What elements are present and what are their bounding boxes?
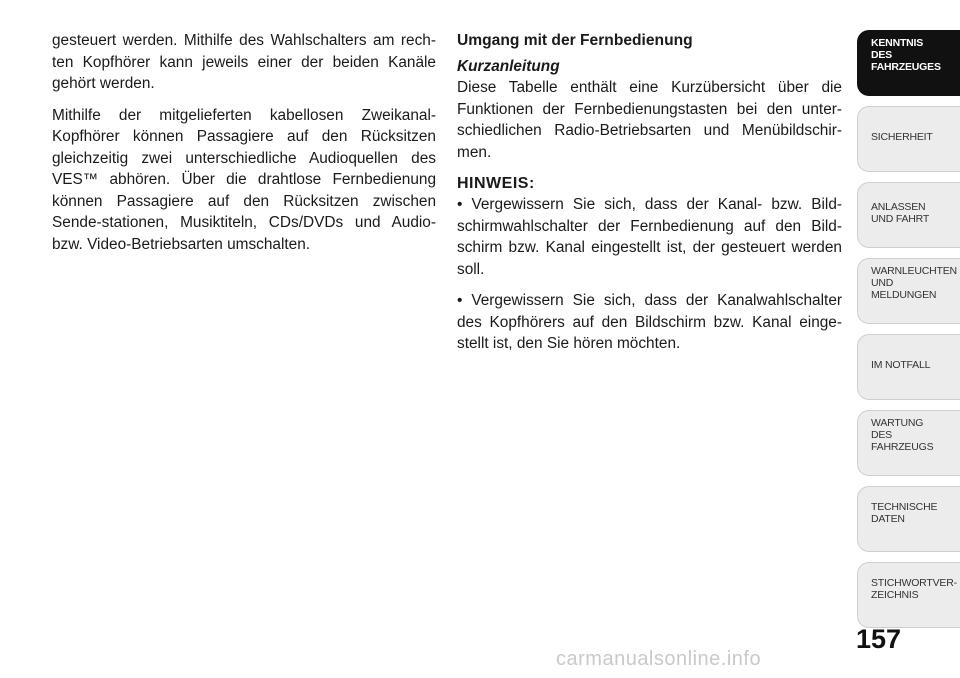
subheading: Kurzanleitung: [457, 58, 560, 75]
tab-label: WARTUNG DES FAHRZEUGS: [871, 417, 934, 453]
page-number: 157: [856, 624, 902, 654]
tab-label: KENNTNIS DES FAHRZEUGES: [871, 37, 941, 73]
intro-paragraph: Diese Tabelle enthält eine Kurzübersicht über die Funktionen der Fernbedienungstasten bei den unter-schiedlichen Radio-Betriebsarten und Menübildschir-men.: [457, 79, 842, 161]
bullet-item: • Vergewissern Sie sich, dass der Kanal- bzw. Bild-schirmwahlschalter der Fernbedienung auf den Bild-schirm bzw. Kanal eingestellt ist, der gesteuert werden soll.: [457, 196, 842, 278]
paragraph: Mithilfe der mitgelieferten kabellosen Zweikanal-Kopfhörer können Passagiere auf den Rücksitzen gleichzeitig zwei unterschiedliche Audioquellen des VES™ abhören. Über die drahtlose Fernbedienung können Passagiere auf den Rücksitzen zwischen Sende-stationen, Musiktiteln, CDs/DVDs und Audio- bzw. Video-Betriebsarten umschalten.: [52, 106, 436, 253]
tab-wartung-des-fahrzeugs[interactable]: [857, 410, 960, 476]
tab-label: SICHERHEIT: [871, 131, 933, 143]
left-column: [52, 30, 436, 265]
section-heading: Umgang mit der Fernbedienung: [457, 32, 693, 49]
right-column: [457, 30, 842, 365]
tab-label: TECHNISCHE DATEN: [871, 501, 938, 525]
tab-stichwortverzeichnis[interactable]: [857, 562, 960, 628]
tab-label: STICHWORTVER- ZEICHNIS: [871, 577, 957, 601]
watermark-text: carmanualsonline.info: [556, 648, 762, 670]
tab-label: ANLASSEN UND FAHRT: [871, 201, 930, 225]
tab-anlassen-und-fahrt[interactable]: [857, 182, 960, 248]
tab-label: IM NOTFALL: [871, 359, 931, 371]
tab-sicherheit[interactable]: [857, 106, 960, 172]
tab-technische-daten[interactable]: [857, 486, 960, 552]
note-label: HINWEIS:: [457, 175, 535, 192]
paragraph: gesteuert werden. Mithilfe des Wahlschalters am rech-ten Kopfhörer kann jeweils einer der beiden Kanäle gehört werden.: [52, 32, 436, 92]
tab-im-notfall[interactable]: [857, 334, 960, 400]
tab-kenntnis-des-fahrzeuges[interactable]: [857, 30, 960, 96]
tab-label: WARNLEUCHTEN UND MELDUNGEN: [871, 265, 957, 301]
bullet-item: • Vergewissern Sie sich, dass der Kanalwahlschalter des Kopfhörers auf den Bildschirm bzw. Kanal einge-stellt ist, den Sie hören möchten.: [457, 292, 842, 352]
tab-warnleuchten-und-meldungen[interactable]: [857, 258, 960, 324]
